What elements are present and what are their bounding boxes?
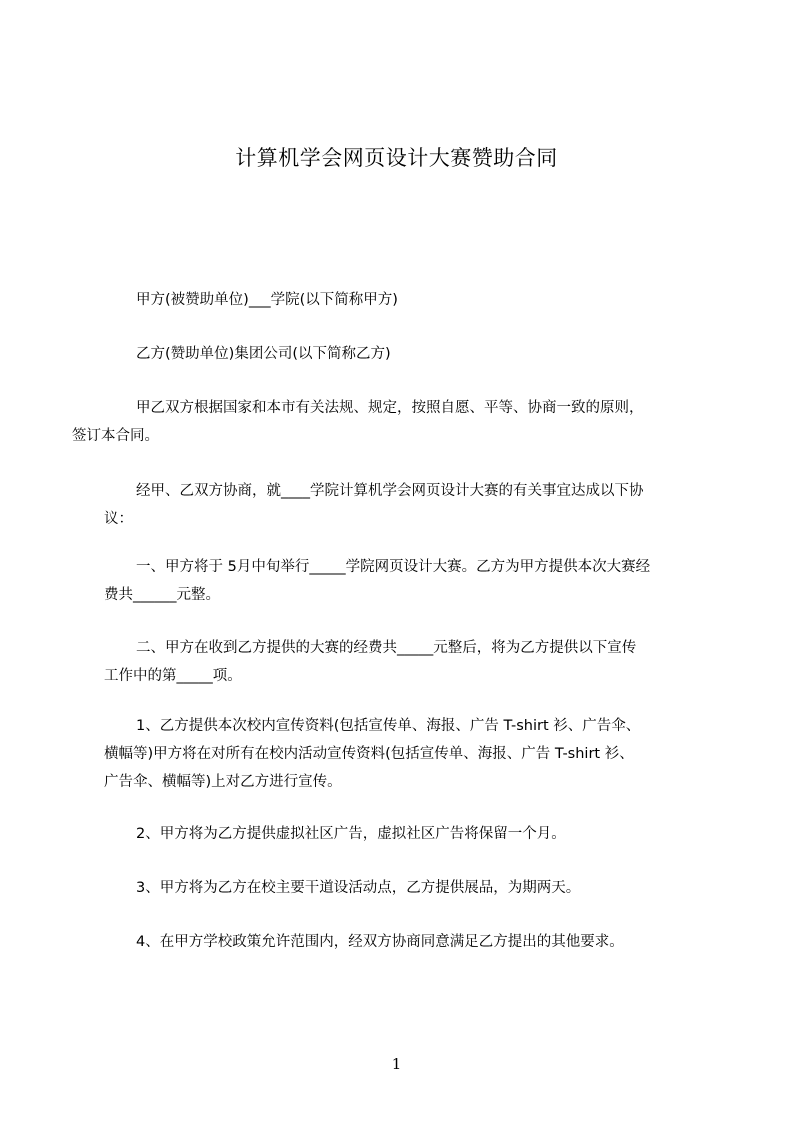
paragraph-line: 横幅等)甲方将在对所有在校内活动宣传资料(包括宣传单、海报、广告 T-shirt 衫、 <box>104 746 634 762</box>
paragraph-agreement <box>104 477 696 533</box>
paragraph-item-1 <box>104 712 696 796</box>
paragraph-line: 二、甲方在收到乙方提供的大赛的经费共_____元整后，将为乙方提供以下宣传 <box>136 640 637 656</box>
paragraph-item-2 <box>104 820 696 848</box>
paragraph-party-b <box>104 340 696 368</box>
document-title: 计算机学会网页设计大赛赞助合同 <box>235 146 558 170</box>
paragraph-line: 2、甲方将为乙方提供虚拟社区广告，虚拟社区广告将保留一个月。 <box>136 826 566 842</box>
paragraph-clause-2 <box>104 634 696 690</box>
paragraph-item-3 <box>104 874 696 902</box>
paragraph-line: 工作中的第_____项。 <box>104 668 242 684</box>
paragraph-line: 经甲、乙双方协商，就____学院计算机学会网页设计大赛的有关事宜达成以下协 <box>136 483 644 499</box>
paragraph-line: 3、甲方将为乙方在校主要干道设活动点，乙方提供展品，为期两天。 <box>136 880 581 896</box>
paragraph-line: 4、在甲方学校政策允许范围内，经双方协商同意满足乙方提出的其他要求。 <box>136 934 624 950</box>
paragraph-line: 议： <box>104 511 133 527</box>
paragraph-line: 签订本合同。 <box>72 428 159 444</box>
paragraph-line: 甲方(被赞助单位)___学院(以下简称甲方) <box>136 292 398 308</box>
page-number: 1 <box>391 1055 402 1073</box>
paragraph-line: 1、乙方提供本次校内宣传资料(包括宣传单、海报、广告 T-shirt 衫、广告伞、 <box>136 718 641 734</box>
paragraph-line: 甲乙双方根据国家和本市有关法规、规定，按照自愿、平等、协商一致的原则， <box>136 400 644 416</box>
paragraph-principles <box>72 394 696 450</box>
paragraph-line: 乙方(赞助单位)集团公司(以下简称乙方) <box>136 346 391 362</box>
paragraph-party-a <box>104 286 696 314</box>
paragraph-line: 广告伞、横幅等)上对乙方进行宣传。 <box>104 774 342 790</box>
paragraph-line: 费共______元整。 <box>104 587 220 603</box>
paragraph-clause-1 <box>104 553 696 609</box>
paragraph-line: 一、甲方将于 5月中旬举行_____学院网页设计大赛。乙方为甲方提供本次大赛经 <box>136 559 651 575</box>
paragraph-item-4 <box>104 928 696 956</box>
